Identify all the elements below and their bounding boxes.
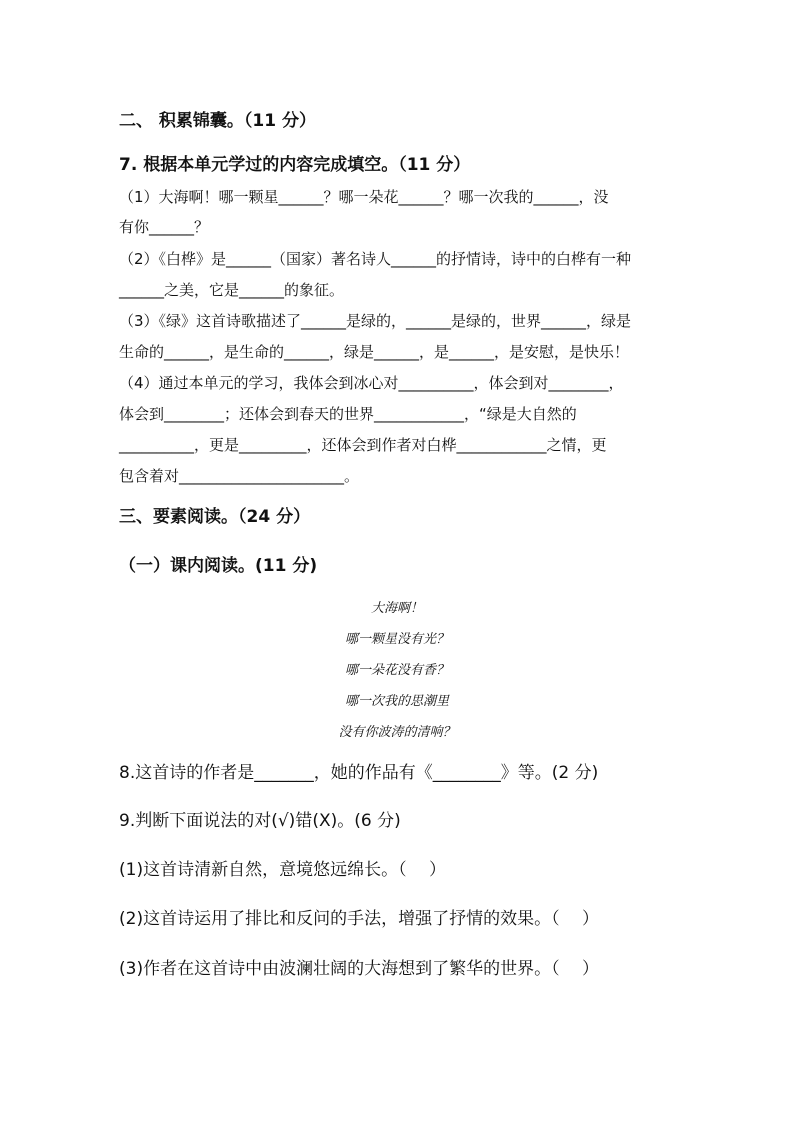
- q7-line-3: （2）《白桦》是______（国家）著名诗人______的抒情诗，诗中的白桦有一种: [119, 250, 632, 268]
- section-2-heading: 二、 积累锦囊。（11 分）: [119, 111, 316, 131]
- poem-line-2: 哪一颗星没有光？: [344, 632, 449, 647]
- poem-line-5: 没有你波涛的清响？: [338, 725, 456, 740]
- poem-line-1: 大海啊！: [370, 601, 423, 616]
- question-9: 9.判断下面说法的对(√)错(X)。(6 分): [119, 811, 401, 831]
- q7-line-7: （4）通过本单元的学习，我体会到冰心对__________，体会到对________，: [119, 374, 624, 392]
- q7-line-6: 生命的______，是生命的______，绿是______，是______，是安慰，是快乐！: [119, 343, 630, 361]
- q7-line-5: （3）《绿》这首诗歌描述了______是绿的，______是绿的，世界______，绿是: [119, 312, 632, 330]
- poem-line-3: 哪一朵花没有香？: [344, 663, 449, 678]
- reading-sub-heading: （一）课内阅读。(11 分): [119, 556, 318, 576]
- section-3-heading: 三、要素阅读。（24 分）: [119, 507, 311, 527]
- q7-line-2: 有你______？: [119, 218, 210, 236]
- q7-line-1: （1）大海啊！哪一颗星______？哪一朵花______？哪一次我的______，没: [119, 188, 609, 206]
- q9-item-1: (1)这首诗清新自然，意境悠远绵长。（ ）: [119, 860, 446, 880]
- q7-line-9: __________，更是_________，还体会到作者对白桦____________之情，更: [119, 436, 607, 454]
- q9-item-3: (3)作者在这首诗中由波澜壮阔的大海想到了繁华的世界。（ ）: [119, 959, 599, 979]
- q7-line-4: ______之美，它是______的象征。: [119, 281, 345, 299]
- question-8: 8.这首诗的作者是_______，她的作品有《________》等。(2 分): [119, 763, 599, 783]
- poem-line-4: 哪一次我的思潮里: [344, 694, 449, 709]
- q7-line-10: 包含着对______________________。: [119, 467, 360, 485]
- q7-line-8: 体会到________；还体会到春天的世界____________，“绿是大自然的: [119, 405, 577, 423]
- question-7-title: 7. 根据本单元学过的内容完成填空。（11 分）: [119, 155, 471, 175]
- q9-item-2: (2)这首诗运用了排比和反问的手法，增强了抒情的效果。（ ）: [119, 909, 599, 929]
